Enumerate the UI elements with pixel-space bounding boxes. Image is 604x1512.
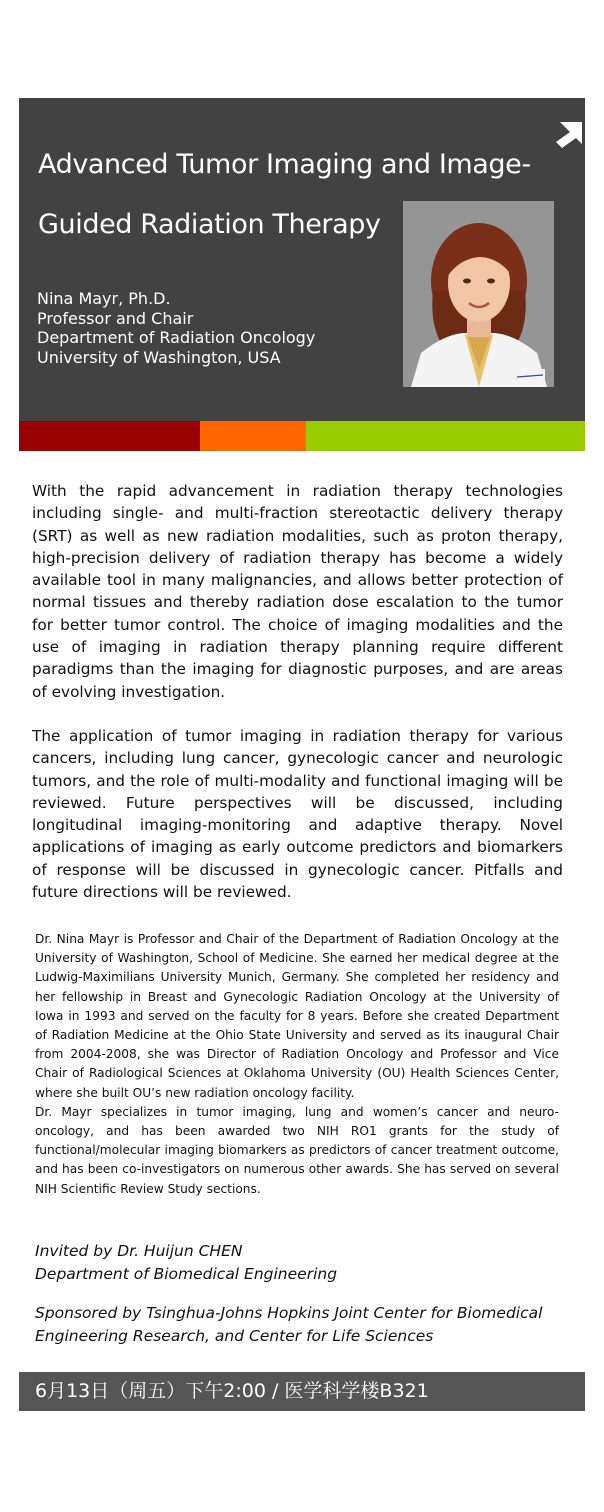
invited-by-department: Department of Biomedical Engineering	[35, 1264, 338, 1283]
event-time-location: 6月13日（周五）下午2:00 / 医学科学楼B321	[35, 1380, 429, 1402]
speaker-position: Professor and Chair	[37, 308, 194, 328]
event-footer	[19, 1372, 585, 1411]
invited-by-host: Invited by Dr. Huijun CHEN	[35, 1242, 243, 1260]
color-stripe-red	[19, 421, 200, 451]
abstract-paragraph: The application of tumor imaging in radiation therapy for various cancers, including lung cancer, gynecologic cancer and neurologic tumors, and the role of multi-modality and functional imaging will be reviewed. Future perspectives will be discussed, including longitudinal imaging-monitoring and adaptive therapy. Novel applications of imaging as early outcome predictors and biomarkers of response will be discussed in gynecologic cancer. Pitfalls and future directions will be reviewed.	[32, 726, 563, 902]
sponsors: Sponsored by Tsinghua-Johns Hopkins Joint Center for Biomedical Engineering Research, and Center for Life Sciences	[35, 1304, 543, 1345]
speaker-bio	[35, 930, 559, 1199]
speaker-institution: University of Washington, USA	[37, 347, 281, 367]
speaker-portrait	[403, 201, 554, 387]
abstract	[32, 480, 563, 925]
speaker-name: Nina Mayr, Ph.D.	[37, 289, 171, 308]
abstract-paragraph: With the rapid advancement in radiation therapy technologies including single- and multi-fraction stereotactic delivery therapy (SRT) as well as new radiation modalities, such as proton therapy, high-precision delivery of radiation therapy has become a widely available tool in many malignancies, and allows better protection of normal tissues and thereby radiation dose escalation to the tumor for better tumor control. The choice of imaging modalities and the use of imaging in radiation therapy planning require different paradigms than the imaging for diagnostic purposes, and are areas of evolving investigation.	[32, 482, 563, 701]
talk-title: Advanced Tumor Imaging and Image-Guided Radiation Therapy	[38, 149, 531, 240]
arrow-up-right-icon	[556, 112, 586, 148]
color-stripe-green	[306, 421, 585, 451]
bio-paragraph: Dr. Nina Mayr is Professor and Chair of the Department of Radiation Oncology at the University of Washington, School of Medicine. She earned her medical degree at the Ludwig-Maximilians University Munich, Germany. She completed her residency and her fellowship in Breast and Gynecologic Radiation Oncology at the University of Iowa in 1993 and served on the faculty for 8 years. Before she created Department of Radiation Medicine at the Ohio State University and served as its inaugural Chair from 2004-2008, she was Director of Radiation Oncology and Professor and Vice Chair of Radiological Sciences at Oklahoma University (OU) Health Sciences Center, where she built OU’s new radiation oncology facility.	[35, 932, 559, 1100]
bio-paragraph: Dr. Mayr specializes in tumor imaging, lung and women’s cancer and neuro-oncology, and has been awarded two NIH RO1 grants for the study of functional/molecular imaging biomarkers as predictors of cancer treatment outcome, and has been co-investigators on numerous other awards. She has served on several NIH Scientific Review Study sections.	[35, 1104, 559, 1196]
speaker-department: Department of Radiation Oncology	[37, 328, 316, 347]
invited-by	[35, 1240, 337, 1285]
color-stripe-orange	[200, 421, 306, 451]
speaker-info	[37, 289, 315, 367]
